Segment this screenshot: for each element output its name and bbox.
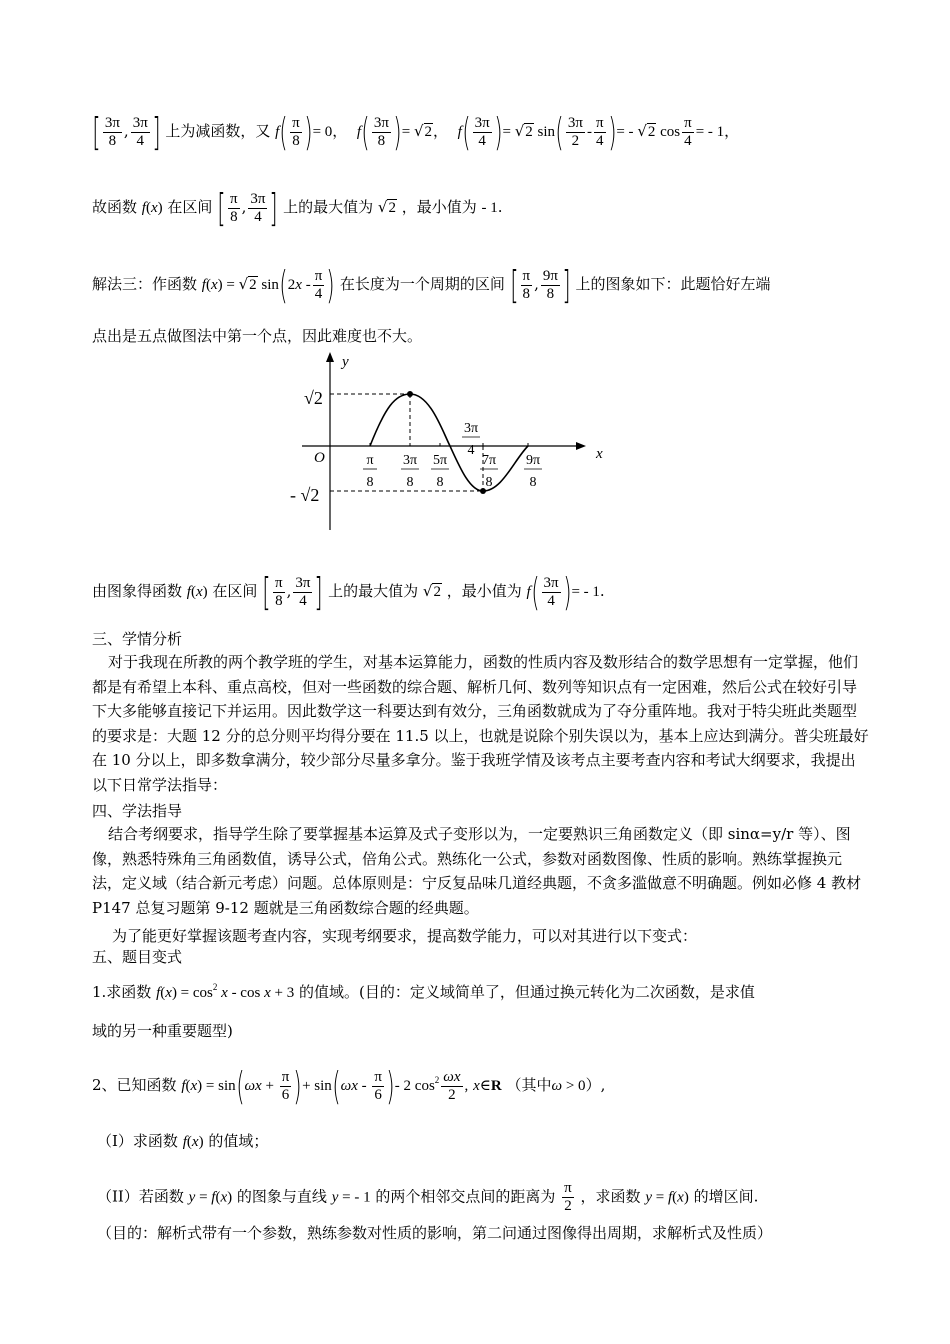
svg-text:3π: 3π [463, 421, 479, 436]
interval-3pi8-3pi4: [ $\frac{3\pi}{8}$ , $\frac{3\pi}{4}$ ] [92, 110, 161, 154]
para-1-text: 上为减函数，又 [165, 122, 271, 140]
svg-text:8: 8 [436, 475, 444, 490]
q2-text-b: （其中 [506, 1076, 552, 1094]
para-4-text-b: 在区间 [212, 582, 258, 600]
q1-text-b: 的值域。(目的：定义域简单了，但通过换元转化为二次函数，是求值 [298, 983, 755, 1001]
tick-3pi-4 [462, 421, 480, 458]
section-4-body: 结合考纲要求，指导学生除了要掌握基本运算及式子变形以为，一定要熟识三角函数定义（即 sinα=y/r 等）、图像，熟悉特殊角三角函数值，诱导公式，倍角公式。熟练化一公式，参数对函数图像、性质的影响。熟练掌握换元法，定义域（结合新元考虑）问题。总体原则是：宁反复品味几道经典题，不贪多滥做意不明确题。例如必修 4 教材 P147 总复习题第 9-12 题就是三角函数综合题的经典题。 [92, 825, 862, 917]
x-arrow [576, 442, 586, 450]
svg-text:5π: 5π [432, 453, 448, 468]
question-2-goal: （目的：解析式带有一个参数，熟练参数对性质的影响，第二问通过图像得出周期，求解析式及性质） [97, 1224, 773, 1242]
para-2-line: 故函数 f(x) 在区间 [ $\frac{\pi}{8}$ , $\frac{3\pi}{4}$ ] 上的最大值为 √2 ，最小值为 - 1. [92, 186, 503, 230]
q1-text-a: 1.求函数 [92, 983, 152, 1001]
svg-text:π: π [366, 453, 374, 468]
para-3-text-a: 解法三：作函数 [92, 275, 198, 293]
question-1-line-2: 域的另一种重要题型) [92, 1022, 233, 1040]
tick-9pi-8 [524, 453, 542, 490]
para-2-text-c: 上的最大值为 [283, 198, 374, 216]
para-1-line: [ $\frac{3\pi}{8}$ , $\frac{3\pi}{4}$ ] 上为减函数，又 f( $\frac{\pi}{8}$ )= 0， f( $\frac{3\pi}{8}$ )= √2， f( $\frac{3\pi}{4}$ )= √2 sin( $\frac{3\pi}{2}$ - $\frac{\pi}{4}$ )= - √2 cos $\frac{\pi}{4}$ = - 1， [92, 110, 740, 154]
q2-part-2-text-c: 的两个相邻交点间的距离为 [375, 1187, 556, 1206]
q2-part-2-text-d: ，求函数 [580, 1187, 641, 1206]
para-4-text-a: 由图象得函数 [92, 582, 183, 600]
para-2-text-a: 故函数 [92, 198, 138, 216]
q2-part-2-text-b: 的图象与直线 [236, 1187, 327, 1206]
question-1-line: 1.求函数 $f(x) = \cos^2 x - \cos x + 3$ 的值域。(目的：定义域简单了，但通过换元转化为二次函数，是求值 [92, 982, 755, 1001]
svg-text:3π: 3π [402, 453, 418, 468]
origin-label: O [314, 450, 325, 466]
section-4-body-2: 为了能更好掌握该题考查内容，实现考纲要求，提高数学能力，可以对其进行以下变式： [112, 927, 698, 945]
q2-part-1-text-b: 的值域； [208, 1132, 269, 1150]
svg-text:8: 8 [529, 475, 537, 490]
svg-text:4: 4 [467, 443, 475, 458]
question-2-line: 2、已知函数 f(x) = sin(ωx + $\frac{\pi}{6}$ )+ sin(ωx - $\frac{\pi}{6}$ )- 2 $\cos^2$ $\frac{\omega x}{2}$ , x∈R （其中ω > 0）, [92, 1064, 606, 1108]
section-4-heading: 四、学法指导 [92, 802, 183, 820]
para-4-text-c: 上的最大值为 [328, 582, 419, 600]
svg-text:7π: 7π [481, 453, 497, 468]
y-label: y [342, 354, 349, 370]
para-2-text-d: ，最小值为 [401, 198, 477, 216]
para-4-text-d: ，最小值为 [446, 582, 522, 600]
y-arrow [326, 352, 334, 362]
para-3-line-2: 点出是五点做图法中第一个点，因此难度也不大。 [92, 327, 423, 345]
sine-graph [290, 350, 630, 550]
question-2-part-2: （II）若函数 y = f(x) 的图象与直线 y = - 1 的两个相邻交点间的距离为 $\frac{\pi}{2}$ ，求函数 y = f(x) 的增区间. [97, 1180, 759, 1214]
min-label: - √2 [290, 485, 320, 505]
svg-text:8: 8 [406, 475, 414, 490]
section-3-heading: 三、学情分析 [92, 630, 183, 648]
para-3-text-b: 在长度为一个周期的区间 [339, 275, 505, 293]
svg-text:8: 8 [485, 475, 493, 490]
q2-part-1-text: （I）求函数 [97, 1132, 178, 1150]
section-5-heading: 五、题目变式 [92, 948, 183, 966]
q2-part-2-text-e: 的增区间. [693, 1187, 759, 1206]
q2-part-2-text-a: （II）若函数 [97, 1187, 184, 1206]
max-point [407, 391, 413, 397]
tick-pi-8 [363, 453, 377, 490]
section-3-body: 对于我现在所教的两个教学班的学生，对基本运算能力，函数的性质内容及数形结合的数学思想有一定掌握，他们都是有希望上本科、重点高校，但对一些函数的综合题、解析几何、数列等知识点有一定困难，然后公式在较好引导下大多能够直接记下并运用。因此数学这一科要达到有效分，三角函数就成为了夺分重阵地。我对于特尖班此类题型的要求是：大题 12 分的总分则平均得分要在 11.5 以上，也就是说除个别失误以为，基本上应达到满分。普尖班最好在 10 分以上，即多数拿满分，较少部分尽量多拿分。鉴于我班学情及该考点主要考查内容和考试大纲要求，我提出以下日常学法指导： [92, 653, 869, 794]
question-2-part-1: （I）求函数 f(x) 的值域； [97, 1132, 269, 1150]
svg-text:9π: 9π [525, 453, 541, 468]
para-3-line: 解法三：作函数 f(x) = √2 sin(2x - $\frac{\pi}{4}$ ) 在长度为一个周期的区间 [ $\frac{\pi}{8}$ , $\frac{9\pi}{8}$ ] 上的图象如下：此题恰好左端 [92, 263, 771, 307]
q2-text-a: 2、已知函数 [92, 1076, 177, 1094]
para-2-text-b: 在区间 [167, 198, 213, 216]
para-3-text-c: 上的图象如下：此题恰好左端 [575, 275, 771, 293]
sine-curve [370, 394, 528, 491]
svg-text:8: 8 [366, 475, 374, 490]
max-label: √2 [304, 388, 323, 408]
para-4-line: 由图象得函数 f(x) 在区间 [ $\frac{\pi}{8}$ , $\frac{3\pi}{4}$ ] 上的最大值为 √2 ，最小值为 f( $\frac{3\pi}{4}$ )= - 1. [92, 570, 605, 614]
x-label: x [596, 446, 603, 462]
tick-5pi-8 [431, 453, 449, 490]
tick-3pi-8 [401, 453, 419, 490]
